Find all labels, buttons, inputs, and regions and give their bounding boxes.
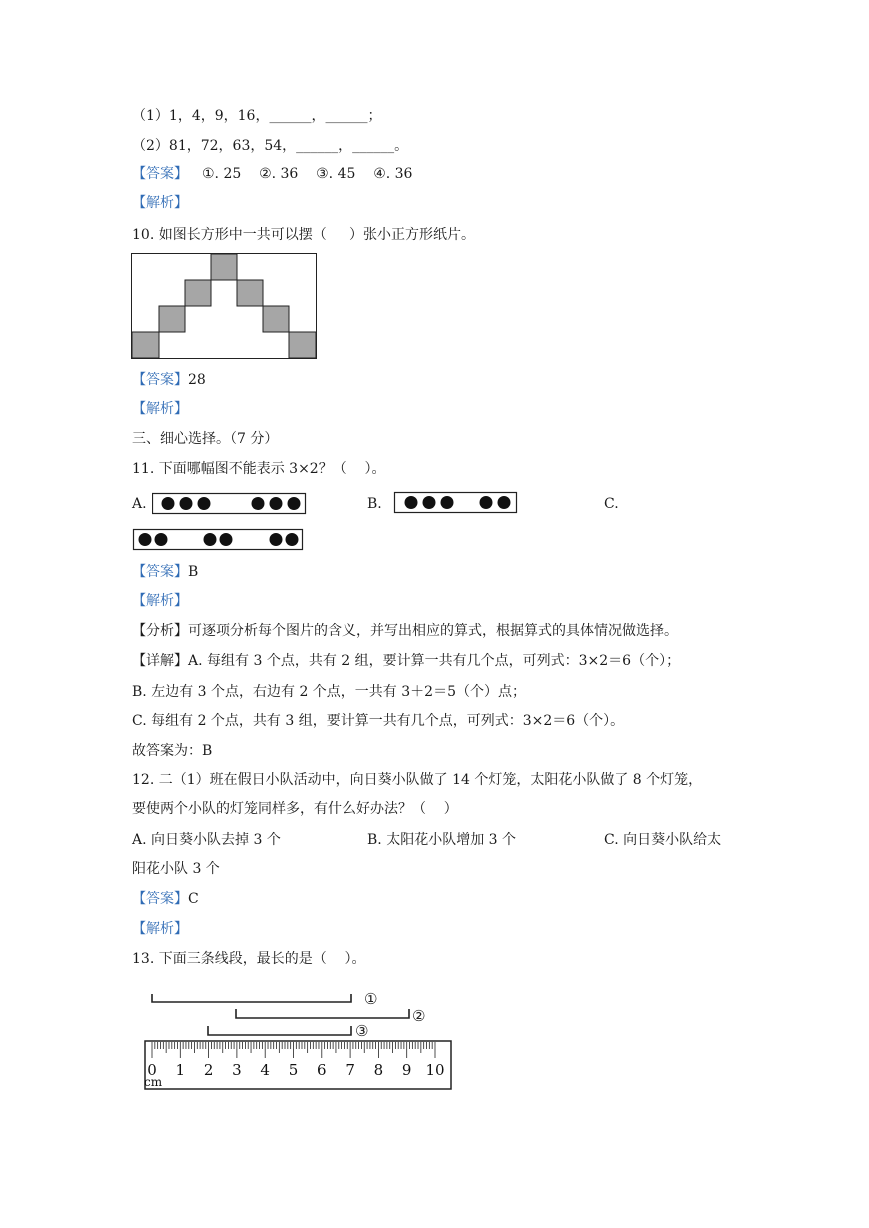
q12-analysis-tag: 【解析】: [132, 921, 188, 937]
q11-option-b-label: B.: [367, 496, 382, 512]
q10-stem: 10. 如图长方形中一共可以摆（ ）张小正方形纸片。: [132, 227, 475, 243]
segments-ruler-figure: [140, 985, 460, 1095]
q10-answer: [132, 370, 206, 390]
ruler-number: 6: [317, 1061, 327, 1079]
fenxi-tag: 【分析】: [132, 623, 188, 639]
q11-detail-a: [132, 651, 680, 671]
q11-analysis-tag: 【解析】: [132, 593, 188, 609]
q12-answer: [132, 889, 199, 909]
segment-2: [236, 1009, 409, 1018]
segment-label-3: ③: [355, 1022, 369, 1040]
answer-tag: 【答案】: [132, 891, 188, 907]
q12-option-c-part2: 阳花小队 3 个: [132, 861, 220, 877]
ruler-number: 10: [425, 1061, 445, 1079]
q11-answer: [132, 562, 198, 582]
section-title: 三、细心选择。（7 分）: [132, 431, 279, 447]
answer-tag: 【答案】: [132, 372, 188, 388]
detail-a-text: A. 每组有 3 个点，共有 2 组，要计算一共有几个点，可列式：3×2＝6（个）；: [188, 653, 681, 669]
segment-label-1: ①: [364, 990, 378, 1008]
dots-figure-a: [152, 491, 308, 516]
answer-text: C: [188, 891, 199, 907]
ruler-number: 0: [147, 1061, 157, 1079]
ruler-number: 4: [260, 1061, 270, 1079]
segment-3: [208, 1026, 351, 1035]
q12-option-a: A. 向日葵小队去掉 3 个: [132, 832, 281, 848]
ruler-number: 9: [401, 1061, 412, 1079]
answer-tag: 【答案】: [132, 166, 188, 182]
ruler-number: 3: [232, 1061, 242, 1079]
answer-text: ①. 25 ②. 36 ③. 45 ④. 36: [202, 166, 413, 182]
q12-option-c-part1: C. 向日葵小队给太: [604, 832, 722, 848]
q10-analysis-tag: 【解析】: [132, 401, 188, 417]
q11-conclusion: 故答案为：B: [132, 743, 213, 759]
segment-label-2: ②: [412, 1007, 426, 1025]
q9-answer: [132, 164, 412, 184]
q9-line2: （2）81，72，63，54，______，______。: [132, 138, 409, 154]
answer-text: 28: [188, 372, 206, 388]
q11-detail-c: C. 每组有 2 个点，共有 3 组，要计算一共有几个点，可列式：3×2＝6（个）。: [132, 713, 625, 729]
answer-tag: 【答案】: [132, 564, 188, 580]
dots-figure-c: [131, 527, 305, 552]
q9-analysis-tag: 【解析】: [132, 195, 188, 211]
ruler-number: 8: [373, 1061, 384, 1079]
ruler-number: 2: [203, 1061, 214, 1079]
q9-line1: （1）1，4，9，16，______，______；: [132, 108, 382, 124]
segment-1: [152, 994, 351, 1002]
q11-option-c-label: C.: [604, 496, 619, 512]
answer-text: B: [188, 564, 199, 580]
q12-stem-line2: 要使两个小队的灯笼同样多，有什么好办法？（ ）: [132, 801, 458, 817]
q11-option-a-label: A.: [132, 496, 147, 512]
ruler-unit: cm: [144, 1075, 163, 1089]
fenxi-text: 可逐项分析每个图片的含义，并写出相应的算式，根据算式的具体情况做选择。: [188, 623, 678, 639]
q12-option-b: B. 太阳花小队增加 3 个: [367, 832, 516, 848]
q11-stem: 11. 下面哪幅图不能表示 3×2？（ ）。: [132, 461, 386, 477]
q11-detail-b: B. 左边有 3 个点，右边有 2 个点，一共有 3＋2＝5（个）点；: [132, 684, 526, 700]
ruler-number: 1: [175, 1061, 186, 1079]
q11-fenxi: [132, 621, 678, 641]
dots-figure-b: [392, 490, 519, 515]
ruler-number: 7: [345, 1061, 355, 1079]
ruler-number: 5: [288, 1061, 299, 1079]
staircase-figure: [131, 253, 318, 360]
q13-stem: 13. 下面三条线段，最长的是（ ）。: [132, 951, 366, 967]
detail-tag: 【详解】: [132, 653, 188, 669]
q12-stem-line1: 12. 二（1）班在假日小队活动中，向日葵小队做了 14 个灯笼，太阳花小队做了 8 个灯笼，: [132, 772, 703, 788]
